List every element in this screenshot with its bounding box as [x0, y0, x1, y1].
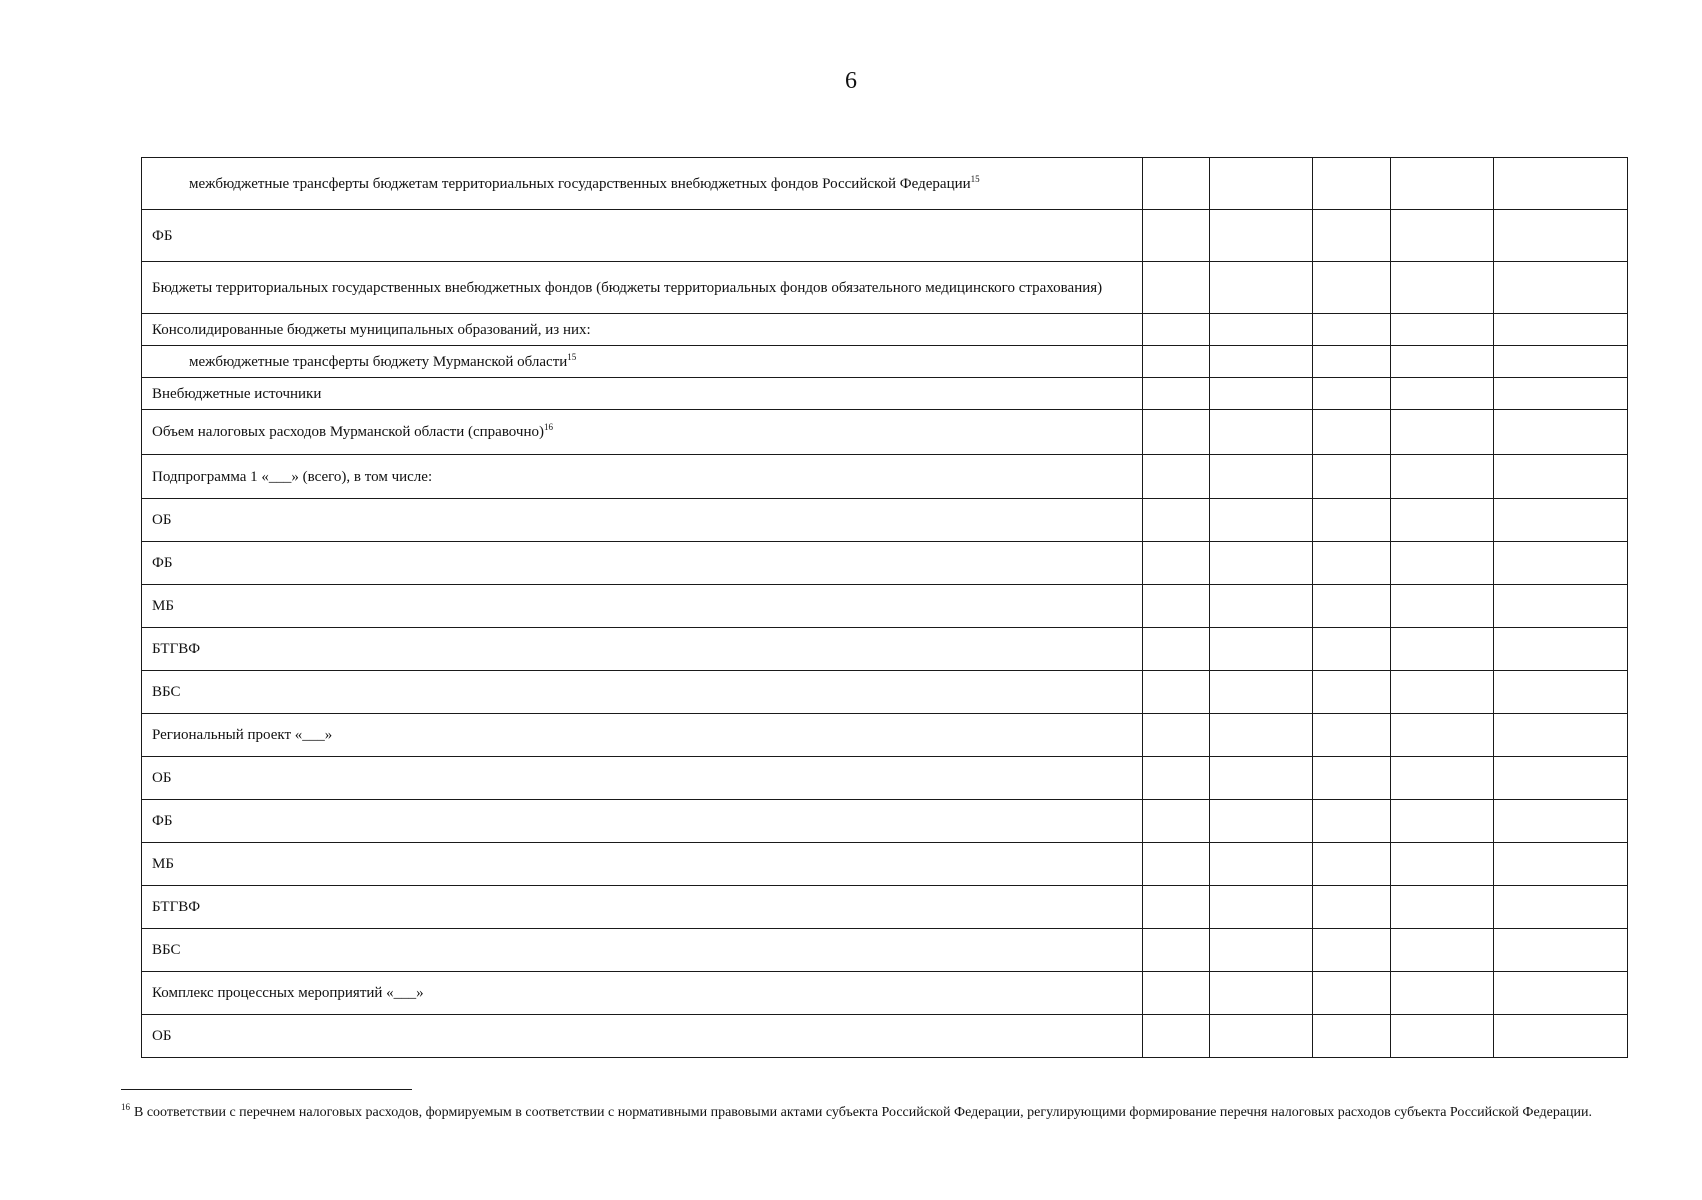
value-cell [1391, 843, 1494, 886]
financing-table [141, 157, 1628, 1058]
value-cell [1494, 378, 1628, 410]
row-label: ФБ [152, 813, 173, 829]
value-cell [1143, 346, 1210, 378]
value-cell [1210, 843, 1313, 886]
footnote [121, 1104, 1613, 1121]
value-cell [1210, 714, 1313, 757]
footnote-reference: 15 [970, 173, 980, 184]
value-cell [1143, 972, 1210, 1015]
value-cell [1143, 800, 1210, 843]
row-label: ФБ [152, 227, 173, 244]
value-cell [1391, 262, 1494, 314]
value-cell [1210, 886, 1313, 929]
value-cell [1313, 886, 1391, 929]
table-row [142, 843, 1628, 886]
row-label-cell [142, 378, 1143, 410]
row-label-cell [142, 542, 1143, 585]
value-cell [1494, 628, 1628, 671]
value-cell [1143, 499, 1210, 542]
value-cell [1391, 410, 1494, 455]
value-cell [1494, 800, 1628, 843]
value-cell [1391, 455, 1494, 499]
value-cell [1143, 1015, 1210, 1058]
value-cell [1143, 378, 1210, 410]
value-cell [1210, 262, 1313, 314]
row-label: Консолидированные бюджеты муниципальных образований, из них: [152, 321, 591, 338]
value-cell [1391, 628, 1494, 671]
row-label-cell [142, 800, 1143, 843]
value-cell [1313, 455, 1391, 499]
value-cell [1210, 158, 1313, 210]
value-cell [1313, 929, 1391, 972]
row-label-cell [142, 410, 1143, 455]
row-label: ОБ [152, 1028, 172, 1044]
value-cell [1210, 314, 1313, 346]
row-label-cell [142, 314, 1143, 346]
row-label-cell [142, 972, 1143, 1015]
value-cell [1143, 314, 1210, 346]
value-cell [1494, 346, 1628, 378]
row-label-cell [142, 262, 1143, 314]
value-cell [1313, 972, 1391, 1015]
value-cell [1210, 542, 1313, 585]
value-cell [1143, 757, 1210, 800]
value-cell [1210, 585, 1313, 628]
value-cell [1391, 929, 1494, 972]
footnote-marker: 16 [121, 1102, 130, 1113]
table-row [142, 542, 1628, 585]
table-row [142, 410, 1628, 455]
row-label: Подпрограмма 1 «___» (всего), в том числе: [152, 468, 433, 485]
value-cell [1391, 1015, 1494, 1058]
table-row [142, 671, 1628, 714]
table-row [142, 628, 1628, 671]
table-row [142, 262, 1628, 314]
row-label: Комплекс процессных мероприятий «___» [152, 985, 424, 1001]
table-row [142, 886, 1628, 929]
value-cell [1143, 210, 1210, 262]
value-cell [1391, 378, 1494, 410]
value-cell [1210, 757, 1313, 800]
row-label-cell [142, 585, 1143, 628]
row-label-cell [142, 714, 1143, 757]
value-cell [1313, 1015, 1391, 1058]
row-label: МБ [152, 856, 174, 872]
value-cell [1494, 714, 1628, 757]
value-cell [1494, 158, 1628, 210]
value-cell [1313, 378, 1391, 410]
table-row [142, 499, 1628, 542]
row-label: ОБ [152, 770, 172, 786]
value-cell [1210, 378, 1313, 410]
row-label-cell [142, 1015, 1143, 1058]
value-cell [1391, 714, 1494, 757]
row-label: Бюджеты территориальных государственных внебюджетных фондов (бюджеты территориальных фондов обязательного медицинского страхования) [152, 279, 1103, 296]
value-cell [1391, 346, 1494, 378]
table-row [142, 346, 1628, 378]
table-row [142, 210, 1628, 262]
footnote-text: В соответствии с перечнем налоговых расходов, формируемым в соответствии с нормативными правовыми актами субъекта Российской Федерации, регулирующими формирование перечня налоговых расходов субъекта Российской Федерации. [134, 1105, 1593, 1120]
row-label-cell [142, 757, 1143, 800]
value-cell [1391, 800, 1494, 843]
value-cell [1210, 455, 1313, 499]
row-label-cell [142, 886, 1143, 929]
value-cell [1391, 158, 1494, 210]
table-row [142, 314, 1628, 346]
value-cell [1494, 886, 1628, 929]
table-row [142, 800, 1628, 843]
value-cell [1391, 210, 1494, 262]
value-cell [1391, 499, 1494, 542]
table-row [142, 455, 1628, 499]
value-cell [1494, 585, 1628, 628]
value-cell [1143, 542, 1210, 585]
row-label-cell [142, 929, 1143, 972]
value-cell [1210, 1015, 1313, 1058]
table-row [142, 378, 1628, 410]
value-cell [1313, 346, 1391, 378]
row-label-cell [142, 346, 1143, 378]
value-cell [1210, 628, 1313, 671]
value-cell [1210, 671, 1313, 714]
value-cell [1210, 929, 1313, 972]
row-label: МБ [152, 598, 174, 614]
value-cell [1143, 158, 1210, 210]
footnote-separator [121, 1089, 412, 1090]
value-cell [1391, 886, 1494, 929]
value-cell [1143, 671, 1210, 714]
value-cell [1313, 843, 1391, 886]
footnote-reference: 16 [543, 422, 553, 432]
value-cell [1391, 671, 1494, 714]
table-row [142, 929, 1628, 972]
value-cell [1313, 714, 1391, 757]
table-row [142, 972, 1628, 1015]
row-label-cell [142, 455, 1143, 499]
row-label: ВБС [152, 942, 181, 958]
value-cell [1313, 542, 1391, 585]
value-cell [1391, 314, 1494, 346]
value-cell [1313, 757, 1391, 800]
value-cell [1494, 929, 1628, 972]
value-cell [1494, 757, 1628, 800]
value-cell [1494, 671, 1628, 714]
row-label: Региональный проект «___» [152, 727, 333, 743]
value-cell [1391, 757, 1494, 800]
value-cell [1494, 314, 1628, 346]
value-cell [1494, 410, 1628, 455]
value-cell [1143, 455, 1210, 499]
value-cell [1494, 542, 1628, 585]
row-label-cell [142, 499, 1143, 542]
row-label: ФБ [152, 555, 173, 571]
table-body [142, 158, 1628, 1058]
value-cell [1210, 346, 1313, 378]
value-cell [1210, 410, 1313, 455]
table-row [142, 158, 1628, 210]
row-label: ВБС [152, 684, 181, 700]
value-cell [1313, 314, 1391, 346]
table-row [142, 714, 1628, 757]
value-cell [1494, 210, 1628, 262]
row-label: межбюджетные трансферты бюджетам территориальных государственных внебюджетных фондов Российской Федерации [189, 175, 971, 192]
value-cell [1313, 585, 1391, 628]
value-cell [1143, 262, 1210, 314]
value-cell [1143, 410, 1210, 455]
value-cell [1143, 714, 1210, 757]
table-row [142, 757, 1628, 800]
value-cell [1391, 585, 1494, 628]
value-cell [1313, 158, 1391, 210]
page-number: 6 [845, 68, 857, 94]
value-cell [1313, 262, 1391, 314]
value-cell [1494, 1015, 1628, 1058]
table-row [142, 585, 1628, 628]
value-cell [1210, 800, 1313, 843]
value-cell [1210, 210, 1313, 262]
row-label-cell [142, 628, 1143, 671]
value-cell [1313, 628, 1391, 671]
value-cell [1210, 972, 1313, 1015]
value-cell [1143, 843, 1210, 886]
value-cell [1494, 499, 1628, 542]
value-cell [1391, 542, 1494, 585]
value-cell [1210, 499, 1313, 542]
row-label: межбюджетные трансферты бюджету Мурманской области [189, 353, 568, 370]
table-row [142, 1015, 1628, 1058]
value-cell [1313, 671, 1391, 714]
value-cell [1313, 499, 1391, 542]
row-label: ОБ [152, 512, 172, 528]
row-label-cell [142, 843, 1143, 886]
value-cell [1391, 972, 1494, 1015]
footnote-reference: 15 [567, 351, 577, 362]
value-cell [1494, 843, 1628, 886]
value-cell [1313, 210, 1391, 262]
value-cell [1494, 972, 1628, 1015]
value-cell [1313, 410, 1391, 455]
row-label: Внебюджетные источники [152, 385, 322, 402]
row-label-cell [142, 210, 1143, 262]
row-label-cell [142, 158, 1143, 210]
row-label: БТГВФ [152, 641, 201, 657]
row-label: БТГВФ [152, 899, 201, 915]
value-cell [1313, 800, 1391, 843]
row-label: Объем налоговых расходов Мурманской области (справочно) [152, 424, 544, 440]
value-cell [1143, 886, 1210, 929]
value-cell [1143, 929, 1210, 972]
value-cell [1494, 455, 1628, 499]
value-cell [1494, 262, 1628, 314]
value-cell [1143, 628, 1210, 671]
value-cell [1143, 585, 1210, 628]
row-label-cell [142, 671, 1143, 714]
